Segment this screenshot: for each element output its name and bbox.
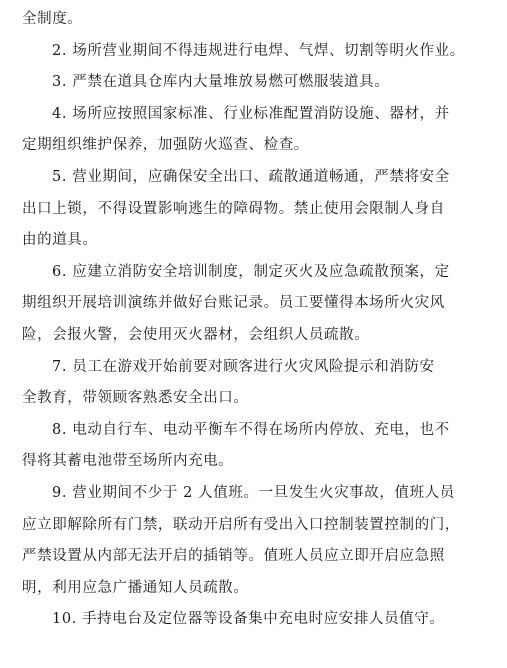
text-line: 明，利用应急广播通知人员疏散。 bbox=[22, 579, 249, 596]
text-line: 严禁设置从内部无法开启的插销等。值班人员应立即开启应急照 bbox=[22, 548, 445, 565]
text-line: 7. 员工在游戏开始前要对顾客进行火灾风险提示和消防安 bbox=[52, 358, 435, 375]
text-line: 3. 严禁在道具仓库内大量堆放易燃可燃服装道具。 bbox=[52, 74, 390, 91]
text-line: 期组织开展培训演练并做好台账记录。员工要懂得本场所火灾风 bbox=[22, 295, 445, 312]
text-line: 10. 手持电台及定位器等设备集中充电时应安排人员值守。 bbox=[52, 611, 445, 628]
text-line: 全制度。 bbox=[22, 11, 83, 27]
text-line: 全教育，带领顾客熟悉安全出口。 bbox=[22, 390, 249, 407]
document-body bbox=[22, 4, 492, 636]
text-line: 9. 营业期间不少于 2 人值班。一旦发生火灾事故，值班人员 bbox=[52, 484, 455, 501]
text-line: 5. 营业期间，应确保安全出口、疏散通道畅通，严禁将安全 bbox=[52, 168, 450, 185]
text-line: 应立即解除所有门禁，联动开启所有受出入口控制装置控制的门， bbox=[22, 516, 460, 533]
text-line: 8. 电动自行车、电动平衡车不得在场所内停放、充电，也不 bbox=[52, 421, 450, 438]
text-line: 得将其蓄电池带至场所内充电。 bbox=[22, 453, 234, 470]
text-line: 出口上锁，不得设置影响逃生的障碍物。禁止使用会限制人身自 bbox=[22, 200, 445, 217]
text-line: 2. 场所营业期间不得违规进行电焊、气焊、切割等明火作业。 bbox=[52, 42, 465, 59]
text-line: 4. 场所应按照国家标准、行业标准配置消防设施、器材，并 bbox=[52, 105, 450, 122]
text-line: 由的道具。 bbox=[22, 232, 98, 249]
text-line: 险，会报火警，会使用灭火器材，会组织人员疏散。 bbox=[22, 326, 370, 343]
text-line: 6. 应建立消防安全培训制度，制定灭火及应急疏散预案，定 bbox=[52, 263, 450, 280]
text-line: 定期组织维护保养，加强防火巡查、检查。 bbox=[22, 137, 309, 154]
